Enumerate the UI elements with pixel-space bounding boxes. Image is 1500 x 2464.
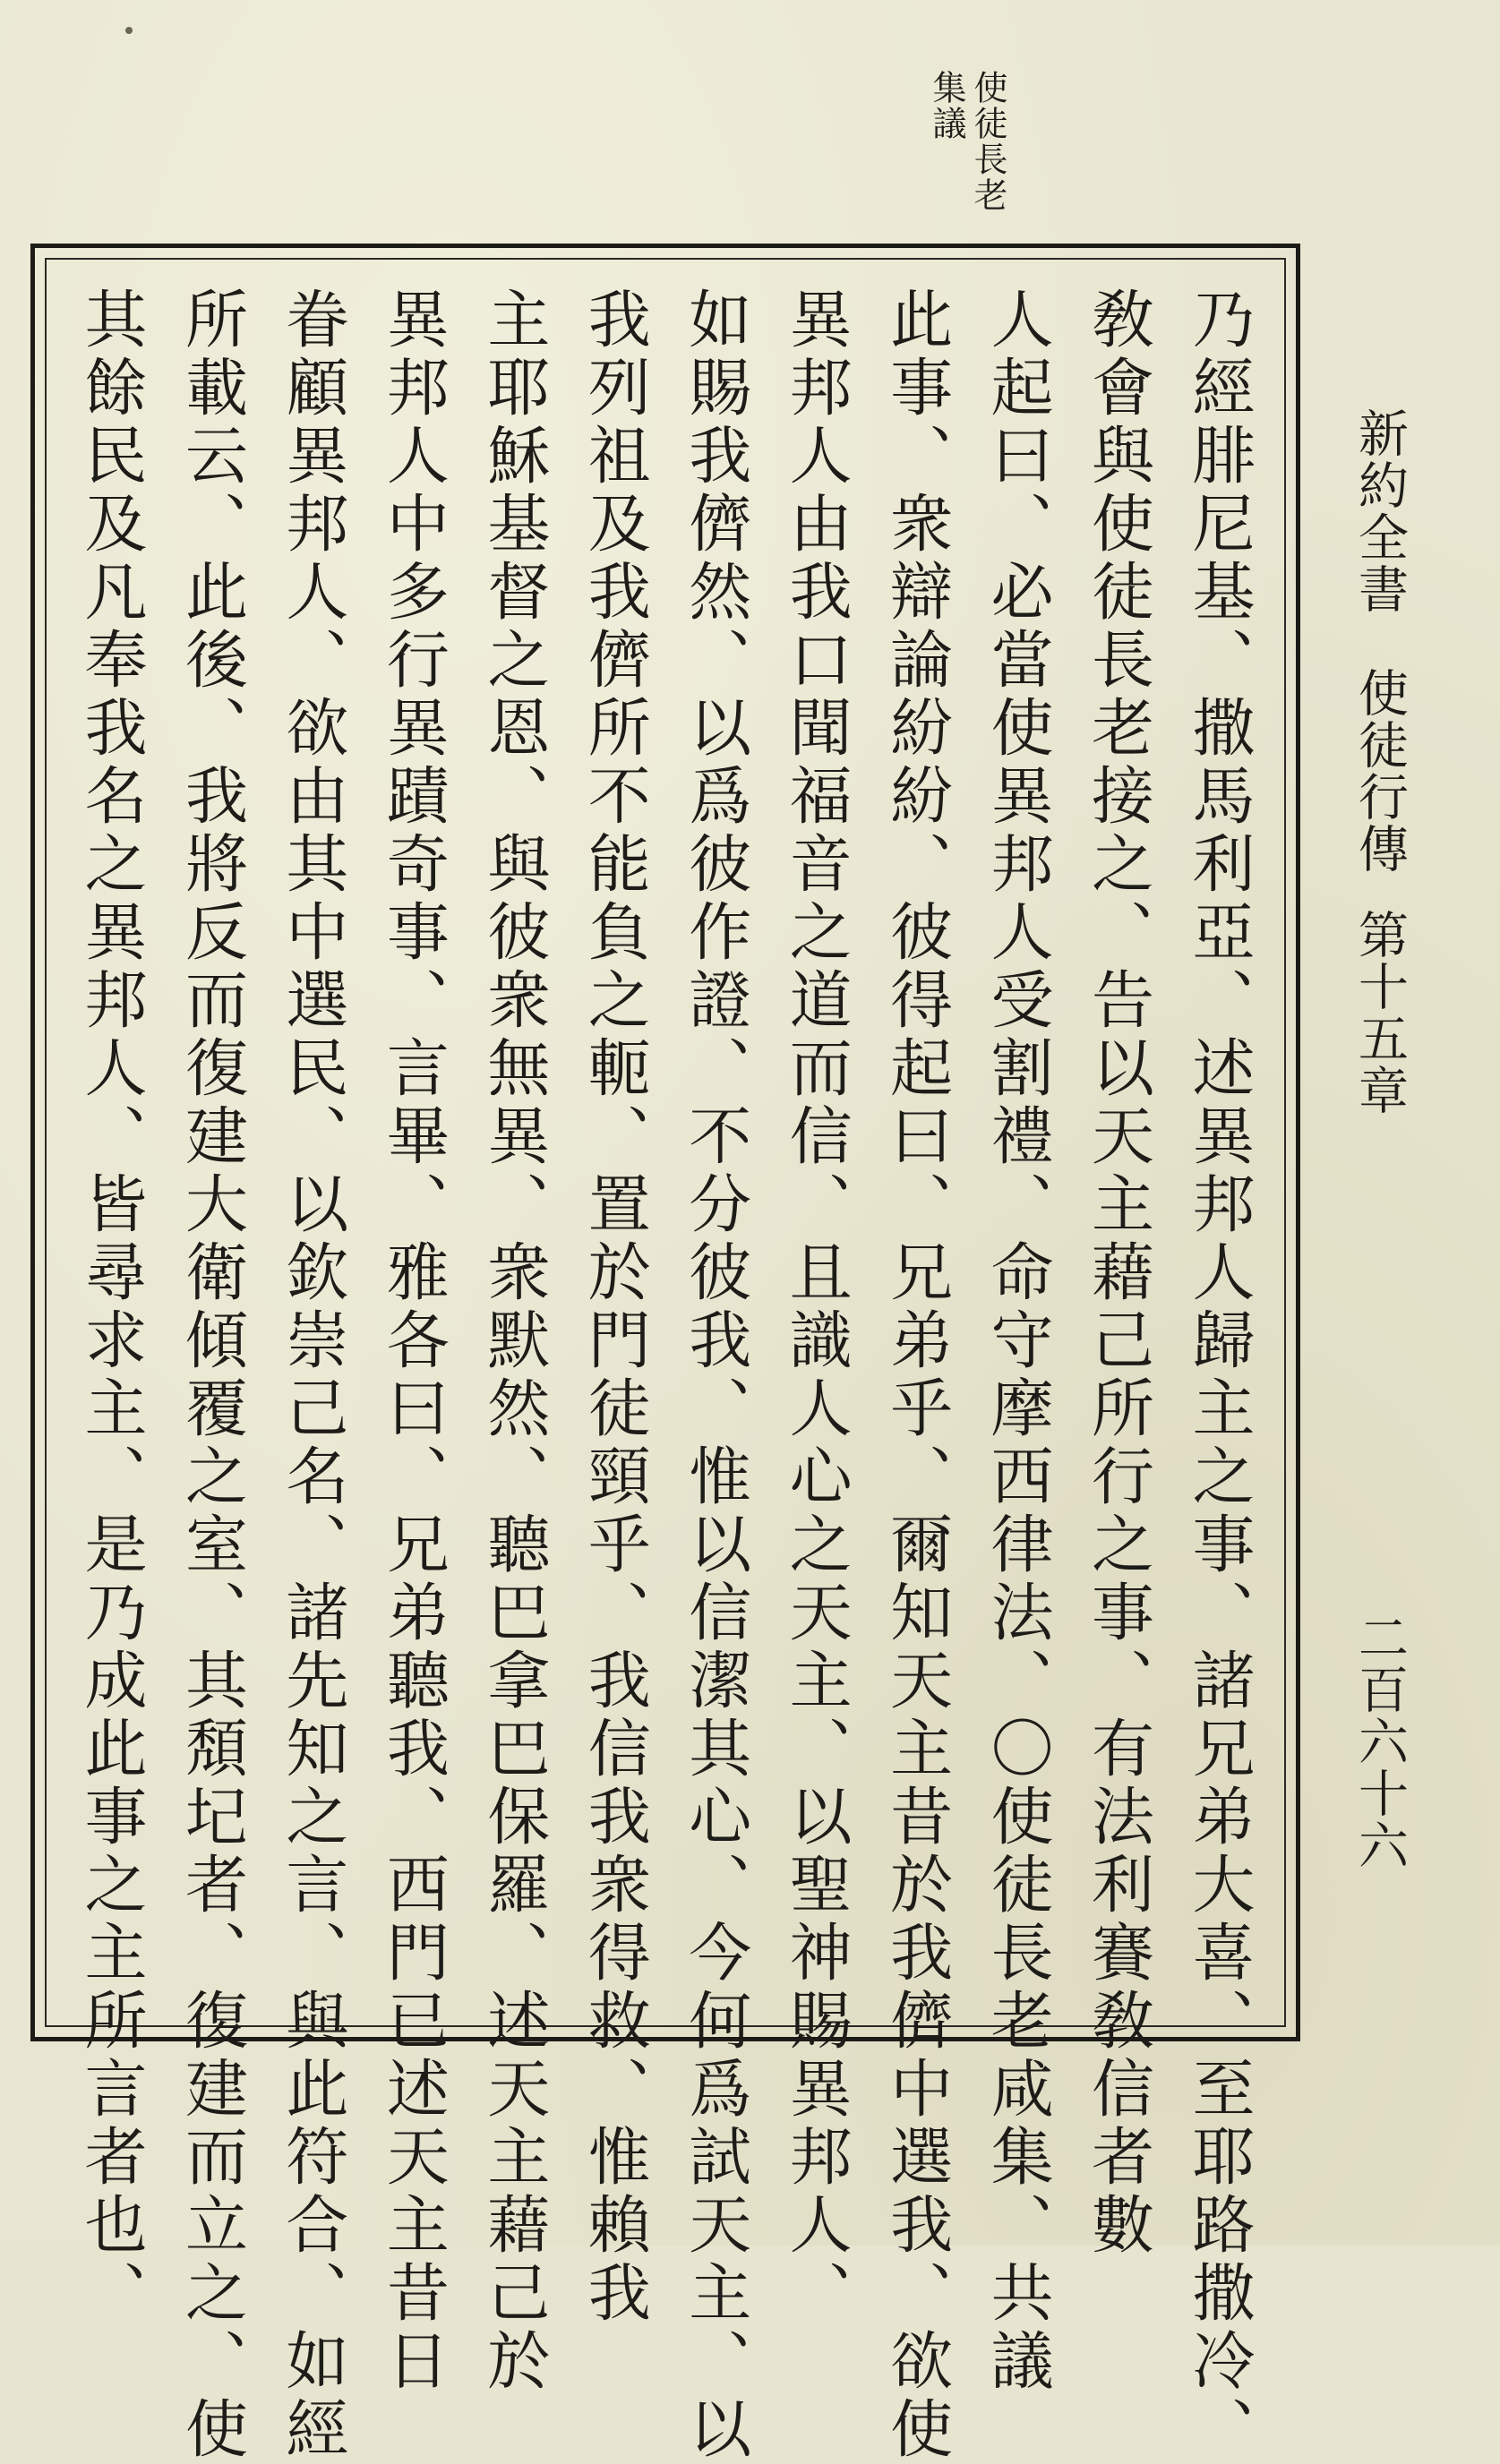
body-text [54, 287, 1276, 2464]
marginal-note-line: 集議 [927, 70, 966, 141]
marginal-note-line: 使徒長老 [968, 70, 1007, 213]
marginal-note [927, 70, 1007, 222]
text-column: 其餘民及凡奉我名之異邦人、皆尋求主、是乃成此事之主所言者也、 [74, 287, 148, 2328]
running-header [1348, 407, 1419, 1871]
text-column: 異邦人中多行異蹟奇事、言畢、雅各曰、兄弟聽我、西門已述天主昔日 [376, 287, 450, 2396]
text-column: 人起曰、必當使異邦人受割禮、命守摩西律法、〇使徒長老咸集、共議 [981, 287, 1055, 2396]
text-column: 此事、衆辯論紛紛、彼得起曰、兄弟乎、爾知天主昔於我儕中選我、欲使 [879, 287, 954, 2464]
text-column: 眷顧異邦人、欲由其中選民、以欽崇己名、諸先知之言、與此符合、如經 [275, 287, 349, 2464]
ink-speck [125, 27, 133, 34]
text-column: 乃經腓尼基、撒馬利亞、述異邦人歸主之事、諸兄弟大喜、至耶路撒冷、 [1181, 287, 1256, 2464]
book-title: 新約全書 [1350, 407, 1409, 615]
text-column: 我列祖及我儕所不能負之軛、置於門徒頸乎、我信我衆得救、惟賴我 [578, 287, 652, 2328]
text-column: 主耶穌基督之恩、與彼衆無異、衆默然、聽巴拿巴保羅、述天主藉己於 [476, 287, 551, 2396]
book-section-title: 使徒行傳 [1350, 667, 1409, 875]
text-column: 敎會與使徒長老接之、告以天主藉己所行之事、有法利賽敎信者數 [1081, 287, 1155, 2260]
text-column: 如賜我儕然、以爲彼作證、不分彼我、惟以信潔其心、今何爲試天主、以 [678, 287, 752, 2464]
page-number: 二百六十六 [1350, 1612, 1409, 1871]
text-column: 所載云、此後、我將反而復建大衛傾覆之室、其頽圮者、復建而立之、使 [175, 287, 249, 2464]
chapter-number: 第十五章 [1350, 909, 1409, 1116]
text-column: 異邦人由我口聞福音之道而信、且識人心之天主、以聖神賜異邦人、 [779, 287, 853, 2328]
